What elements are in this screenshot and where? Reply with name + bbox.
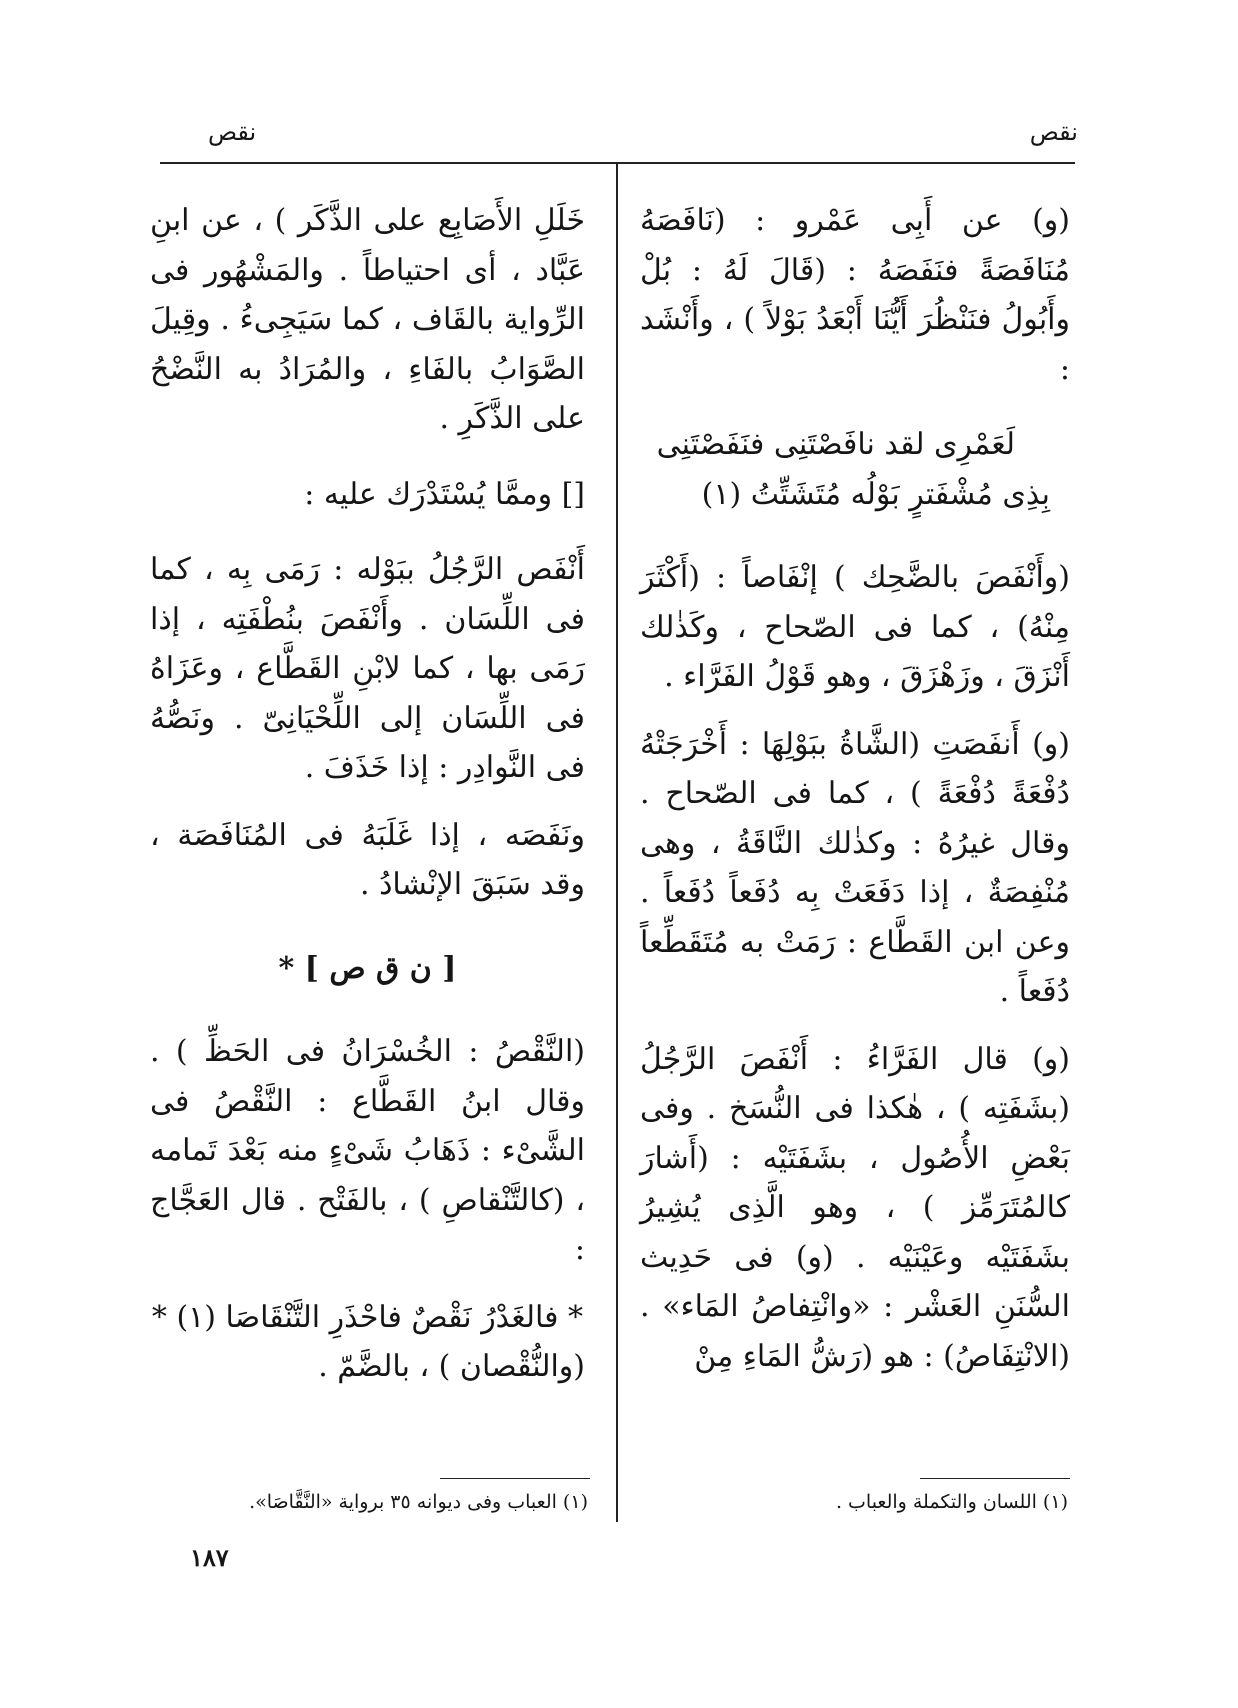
footnote-rule-right (920, 1478, 1070, 1479)
entry-paragraph: أَنْفَص الرَّجُلُ ببَوْله : رَمَى بِه ، كما فى اللِّسَان . وأَنْفَصَ بنُطْفَتِه ، إذا رَمَى بها ، كما لابْنِ القَطَّاع ، وعَزَاهُ فى اللِّسَان إلى اللِّحْيَانِىّ . ونَصُّهُ فى النَّوادِر : إذا خَذَفَ . (150, 552, 585, 785)
addendum-heading: [] وممَّا يُسْتَدْرَك عليه : (304, 476, 585, 512)
entry-paragraph: (وأَنْفَصَ بالضَّحِك ) إنْفَاصاً : (أَكْثَرَ مِنْهُ) ، كما فى الصّحاح ، وكَذٰلك أَنْزَقَ ، وزَهْزَقَ ، وهو قَوْلُ الفَرَّاء . (640, 560, 1070, 694)
verse-line: * فالغَدْرُ نَقْصٌ فاحْذَرِ التَّنْقَاصَا (١) * (151, 1299, 584, 1335)
root-heading: [ ن ق ص ] * (278, 950, 457, 986)
entry-paragraph: (و) عن أَبِى عَمْرو : (نَافَصَهُ مُنَافَصَةً فنَفَصَهُ : (قَالَ لَهُ : بُلْ وأَبُولُ فنَنْظُرَ أَيُّنَا أَبْعَدُ بَوْلاً ) ، وأَنْشَد : (640, 203, 1070, 387)
footnote-rule-left (440, 1478, 590, 1479)
right-column (640, 196, 1070, 1381)
left-column (150, 196, 585, 1392)
page-number: ١٨٧ (190, 1543, 229, 1572)
entry-paragraph: (و) قال الفَرَّاءُ : أَنْفَصَ الرَّجُلُ (بشَفَتِه ) ، هٰكذا فى النُّسَخ . وفى بَعْضِ الأُصُول ، بشَفَتَيْه : (أَشارَ كالمُتَرَمِّز ) ، وهو الَّذِى يُشِيرُ بشَفَتَيْه وعَيْنَيْه . (و) فى حَدِيث السُّنَنِ العَشْر : «وانْتِفاصُ المَاء» . (الانْتِفَاصُ) : هو (رَشُّ المَاءِ مِنْ (640, 1041, 1070, 1374)
entry-paragraph: ونَفَصَه ، إذا غَلَبَهُ فى المُنَافَصَة ، وقد سَبَقَ الإنْشادُ . (150, 817, 585, 902)
entry-paragraph: خَلَلِ الأَصَابِع على الذَّكَر ) ، عن ابنِ عَبَّاد ، أى احتياطاً . والمَشْهُور فى الرِّواية بالقَاف ، كما سَيَجِىءُ . وقِيلَ الصَّوَابُ بالفَاءِ ، والمُرَادُ به النَّضْحُ على الذَّكَرِ . (150, 203, 585, 436)
running-head-left: نقص (208, 118, 257, 146)
footnote-left: (١) العباب وفى ديوانه ٣٥ برواية «النَّقَّاصَا». (249, 1491, 588, 1513)
verse-line: لَعَمْرِى لقد نافَصْتَنِى فنَفَصْتَنِى (656, 427, 1015, 462)
column-divider (616, 162, 618, 1522)
entry-paragraph: (والنُّقْصان ) ، بالضَّمّ . (318, 1349, 585, 1384)
footnote-right: (١) اللسان والتكملة والعباب . (835, 1491, 1068, 1513)
verse-line: بِذِى مُشْفَترٍ بَوْلُه مُتَشَتِّتُ (١) (701, 476, 1050, 512)
entry-paragraph: (و) أَنفَصَتِ (الشَّاةُ ببَوْلِهَا : أَخْرَجَتْهُ دُفْعَةً دُفْعَةً ) ، كما فى الصّحاح . وقال غيرُهُ : وكذٰلك النَّاقَةُ ، وهى مُنْفِصَةٌ ، إذا دَفَعَتْ بِه دُفَعاً دُفَعاً . وعن ابن القَطَّاع : رَمَتْ به مُتَقَطِّعاً دُفَعاً . (640, 726, 1070, 1009)
entry-paragraph: (النَّقْصُ : الخُسْرَانُ فى الحَظِّ ) . وقال ابنُ القَطَّاع : النَّقْصُ فى الشَّىْء : ذَهَابُ شَىْءٍ منه بَعْدَ تَمامه ، (كالتَّنْقاصِ ) ، بالفَتْح . قال العَجَّاج : (150, 1034, 585, 1267)
running-head-right: نقص (1029, 118, 1078, 146)
